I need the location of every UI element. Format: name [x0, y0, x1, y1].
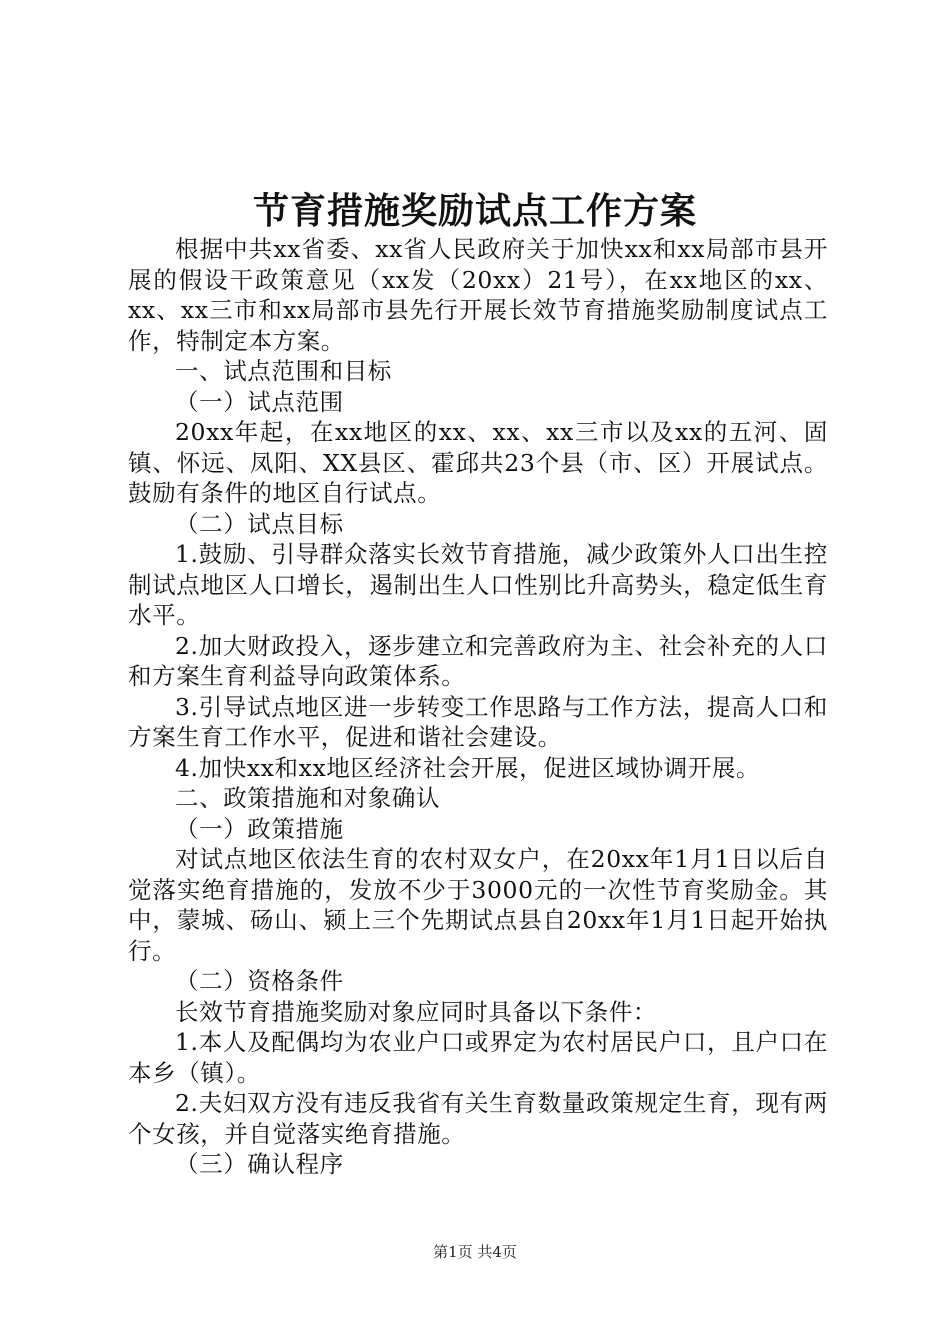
subsection-heading-procedure: （三）确认程序	[175, 1150, 344, 1178]
paragraph-scope: 20xx年起，在xx地区的xx、xx、xx三市以及xx的五河、固镇、怀远、凤阳、XX县区、霍邱共23个县（市、区）开展试点。鼓励有条件的地区自行试点。	[128, 418, 828, 507]
paragraph-eligibility-2: 2.夫妇双方没有违反我省有关生育数量政策规定生育，现有两个女孩，并自觉落实绝育措施。	[128, 1089, 828, 1148]
page-footer: 第1页 共4页	[433, 1243, 517, 1261]
subsection-heading-goals: （二）试点目标	[175, 509, 344, 538]
paragraph-eligibility-1: 1.本人及配偶均为农业户口或界定为农村居民户口，且户口在本乡（镇）。	[128, 1028, 828, 1087]
document-body	[128, 234, 828, 1180]
paragraph-goal-1: 1.鼓励、引导群众落实长效节育措施，减少政策外人口出生控制试点地区人口增长，遏制出生人口性别比升高势头，稳定低生育水平。	[128, 540, 828, 629]
paragraph-goal-3: 3.引导试点地区进一步转变工作思路与工作方法，提高人口和方案生育工作水平，促进和谐社会建设。	[128, 692, 828, 751]
document-title: 节育措施奖励试点工作方案	[252, 190, 697, 232]
paragraph-goal-2: 2.加大财政投入，逐步建立和完善政府为主、社会补充的人口和方案生育利益导向政策体系。	[128, 631, 828, 690]
section-heading-2: 二、政策措施和对象确认	[175, 784, 441, 812]
subsection-heading-eligibility: （二）资格条件	[175, 967, 344, 995]
paragraph-intro: 根据中共xx省委、xx省人民政府关于加快xx和xx局部市县开展的假设干政策意见（xx发（20xx）21号），在xx地区的xx、xx、xx三市和xx局部市县先行开展长效节育措施奖励制度试点工作，特制定本方案。	[128, 235, 828, 355]
paragraph-goal-4: 4.加快xx和xx地区经济社会开展，促进区域协调开展。	[175, 753, 761, 782]
subsection-heading-scope: （一）试点范围	[175, 387, 344, 416]
subsection-heading-measures: （一）政策措施	[175, 814, 344, 843]
paragraph-measures: 对试点地区依法生育的农村双女户，在20xx年1月1日以后自觉落实绝育措施的，发放不少于3000元的一次性节育奖励金。其中，蒙城、砀山、颍上三个先期试点县自20xx年1月1日起开始执行。	[128, 845, 828, 965]
paragraph-eligibility-intro: 长效节育措施奖励对象应同时具备以下条件：	[175, 997, 657, 1026]
section-heading-1: 一、试点范围和目标	[175, 357, 392, 385]
